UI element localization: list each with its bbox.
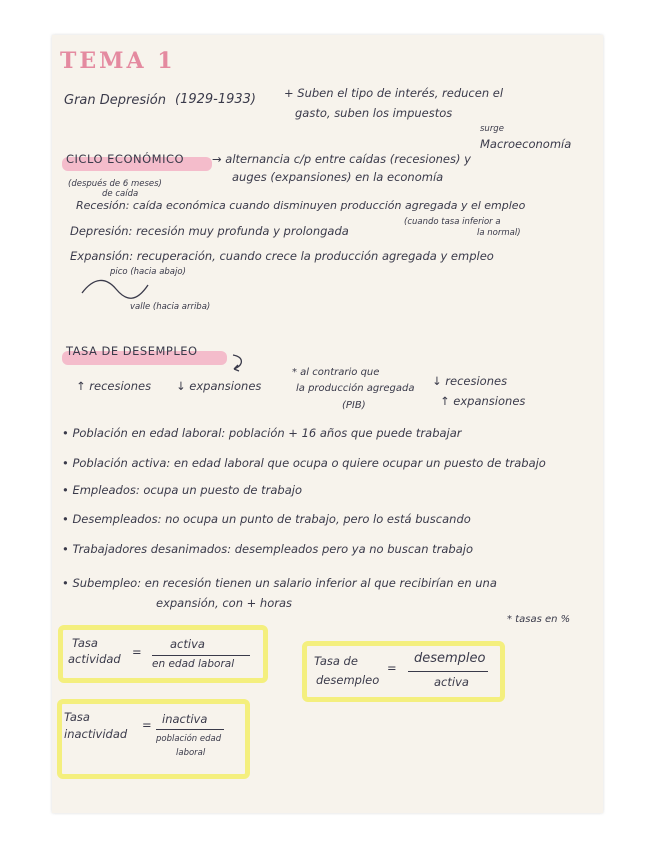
- inactividad-frac-line: [156, 729, 224, 730]
- bullet-poblacion-activa: • Población activa: en edad laboral que ocupa o quiere ocupar un puesto de trabajo: [62, 456, 546, 470]
- actividad-lhs-1: Tasa: [72, 636, 98, 650]
- down-expansiones: ↓ expansiones: [176, 379, 262, 393]
- cycle-wave-icon: [80, 275, 150, 305]
- contrario-3: (PIB): [342, 400, 366, 411]
- gran-depresion-note-1: + Suben el tipo de interés, reducen el: [284, 86, 504, 100]
- recesion-note-1: (cuando tasa inferior a: [404, 217, 501, 227]
- tasas-note: * tasas en %: [507, 614, 571, 625]
- ciclo-note-after: (después de 6 meses): [68, 179, 162, 189]
- actividad-lhs-2: actividad: [68, 652, 121, 666]
- inactividad-den-1: población edad: [156, 734, 222, 744]
- ciclo-def-1: → alternancia c/p entre caídas (recesiones) y: [212, 152, 471, 166]
- page-title: TEMA 1: [60, 48, 176, 74]
- recesion-def: Recesión: caída económica cuando disminuyen producción agregada y el empleo: [76, 199, 526, 212]
- bullet-empleados: • Empleados: ocupa un puesto de trabajo: [62, 483, 303, 497]
- ciclo-heading: CICLO ECONÓMICO: [66, 152, 185, 166]
- inactividad-eq: =: [142, 718, 152, 732]
- actividad-num: activa: [170, 637, 205, 651]
- ciclo-def-2: auges (expansiones) en la economía: [232, 170, 444, 184]
- contrario-2: la producción agregada: [296, 383, 415, 394]
- gran-depresion-label: Gran Depresión: [64, 93, 166, 108]
- right-expansiones: ↑ expansiones: [440, 394, 526, 408]
- bullet-subempleo-2: expansión, con + horas: [156, 596, 293, 610]
- desempleo-lhs-2: desempleo: [316, 673, 380, 687]
- actividad-den: en edad laboral: [152, 658, 235, 670]
- bullet-desempleados: • Desempleados: no ocupa un punto de trabajo, pero lo está buscando: [62, 512, 471, 526]
- desempleo-frac-line: [408, 671, 488, 672]
- curved-arrow-icon: [230, 353, 246, 373]
- desempleo-eq: =: [387, 661, 397, 675]
- up-recesiones: ↑ recesiones: [76, 379, 152, 393]
- actividad-eq: =: [132, 645, 142, 659]
- inactividad-num: inactiva: [162, 712, 208, 726]
- right-recesiones: ↓ recesiones: [432, 374, 508, 388]
- pico-label: pico (hacia abajo): [110, 267, 186, 277]
- depresion-def: Depresión: recesión muy profunda y prolongada: [70, 224, 349, 238]
- actividad-frac-line: [152, 655, 250, 656]
- bullet-edad-laboral: • Población en edad laboral: población + 16 años que puede trabajar: [62, 426, 462, 440]
- inactividad-den-2: laboral: [176, 748, 206, 758]
- macroeconomia-note: Macroeconomía: [480, 137, 572, 151]
- notebook-page: [52, 35, 603, 813]
- surge-note: surge: [480, 124, 504, 134]
- gran-depresion-note-2: gasto, suben los impuestos: [295, 106, 453, 120]
- bullet-subempleo: • Subempleo: en recesión tienen un salario inferior al que recibirían en una: [62, 576, 497, 590]
- valle-label: valle (hacia arriba): [130, 302, 211, 312]
- desempleo-num: desempleo: [414, 651, 486, 666]
- desempleo-den: activa: [434, 675, 469, 689]
- gran-depresion-years: (1929-1933): [175, 92, 257, 107]
- recesion-note-2: la normal): [477, 228, 521, 238]
- desempleo-heading: TASA DE DESEMPLEO: [66, 344, 198, 358]
- expansion-def: Expansión: recuperación, cuando crece la producción agregada y empleo: [70, 249, 494, 263]
- inactividad-lhs-2: inactividad: [64, 727, 128, 741]
- contrario-1: * al contrario que: [292, 367, 380, 378]
- bullet-desanimados: • Trabajadores desanimados: desempleados pero ya no buscan trabajo: [62, 542, 474, 556]
- desempleo-lhs-1: Tasa de: [314, 654, 358, 668]
- inactividad-lhs-1: Tasa: [64, 710, 90, 724]
- ciclo-note-caida: de caída: [102, 189, 139, 199]
